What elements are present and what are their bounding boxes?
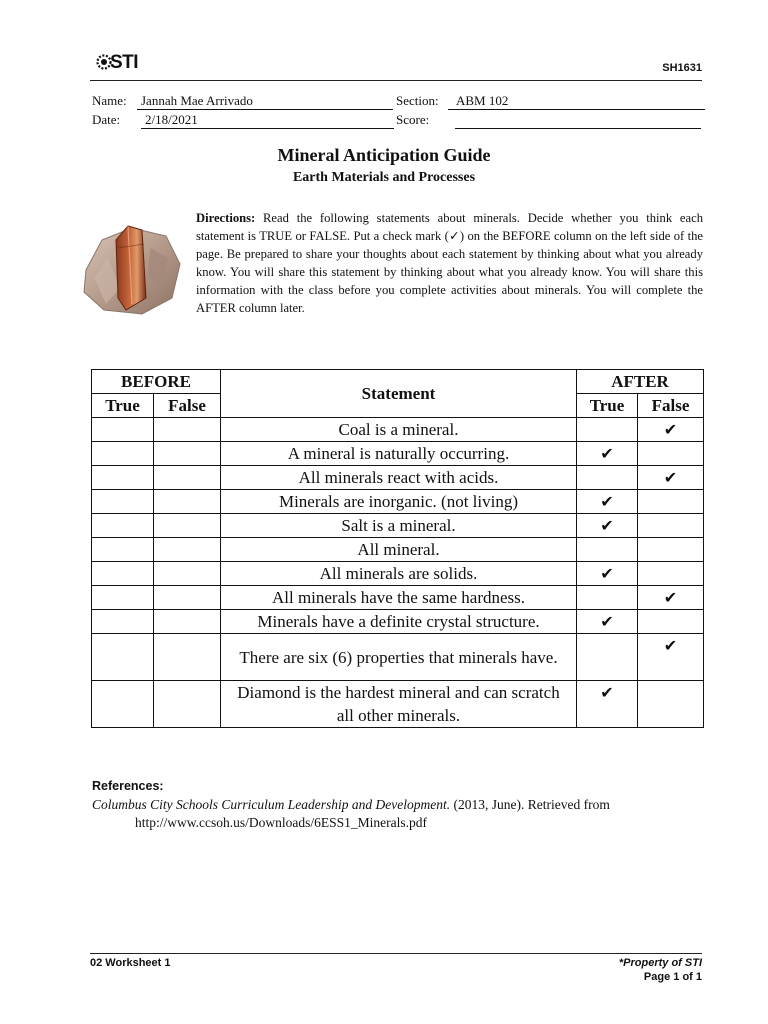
after-true-header: True (577, 394, 638, 418)
after-false-cell[interactable] (638, 681, 704, 728)
logo-text: STI (110, 52, 139, 73)
statement-cell: A mineral is naturally occurring. (221, 442, 577, 466)
section-field[interactable]: ABM 102 (448, 93, 705, 110)
before-false-cell[interactable] (154, 538, 221, 562)
statement-header: Statement (221, 370, 577, 418)
before-true-cell[interactable] (92, 514, 154, 538)
statement-cell: Minerals have a definite crystal structure. (221, 610, 577, 634)
sti-logo (96, 50, 156, 76)
header-divider (90, 80, 702, 81)
statement-cell: Salt is a mineral. (221, 514, 577, 538)
before-false-cell[interactable] (154, 514, 221, 538)
table-row (92, 466, 704, 490)
statement-cell: Minerals are inorganic. (not living) (221, 490, 577, 514)
table-row (92, 442, 704, 466)
statement-cell: There are six (6) properties that minerals have. (221, 634, 577, 681)
before-false-header: False (154, 394, 221, 418)
after-false-cell[interactable] (638, 490, 704, 514)
before-false-cell[interactable] (154, 490, 221, 514)
after-false-cell[interactable] (638, 586, 704, 610)
footer-worksheet-label: 02 Worksheet 1 (90, 957, 171, 969)
table-row (92, 610, 704, 634)
before-false-cell[interactable] (154, 586, 221, 610)
after-true-cell[interactable] (577, 586, 638, 610)
after-false-header: False (638, 394, 704, 418)
before-false-cell[interactable] (154, 466, 221, 490)
before-false-cell[interactable] (154, 418, 221, 442)
before-header: BEFORE (92, 370, 221, 394)
references-heading: References: (92, 779, 164, 793)
after-false-cell[interactable] (638, 418, 704, 442)
after-false-cell[interactable] (638, 610, 704, 634)
after-false-cell[interactable] (638, 442, 704, 466)
date-label: Date: (92, 112, 121, 127)
before-true-cell[interactable] (92, 466, 154, 490)
statement-cell: All minerals react with acids. (221, 466, 577, 490)
after-true-cell[interactable] (577, 490, 638, 514)
table-row (92, 538, 704, 562)
table-row (92, 490, 704, 514)
anticipation-table (91, 369, 704, 728)
statement-cell: Diamond is the hardest mineral and can scratch all other minerals. (221, 681, 577, 728)
table-row (92, 418, 704, 442)
after-true-cell[interactable] (577, 442, 638, 466)
after-true-cell[interactable] (577, 634, 638, 681)
table-row (92, 514, 704, 538)
statement-cell: All mineral. (221, 538, 577, 562)
after-false-cell[interactable] (638, 514, 704, 538)
after-false-cell[interactable] (638, 466, 704, 490)
check-mark-icon: ✔ (600, 515, 614, 535)
before-true-cell[interactable] (92, 562, 154, 586)
before-false-cell[interactable] (154, 634, 221, 681)
before-true-cell[interactable] (92, 442, 154, 466)
check-mark-icon: ✔ (663, 467, 678, 487)
before-true-header: True (92, 394, 154, 418)
statement-cell: All minerals have the same hardness. (221, 586, 577, 610)
after-header: AFTER (577, 370, 704, 394)
before-true-cell[interactable] (92, 418, 154, 442)
before-true-cell[interactable] (92, 634, 154, 681)
references-section (92, 779, 164, 794)
check-mark-icon: ✔ (663, 419, 678, 439)
before-true-cell[interactable] (92, 538, 154, 562)
directions-text: Read the following statements about minerals. Decide whether you think each statement is TRUE or FALSE. Put a check mark (✓) on the BEFORE column on the left side of the page. Be prepared to share your thoughts about each statement by thinking about what you already know. You will share this statement by thinking about what you already know. You will share this information with the class before you complete activities about minerals. You will complete the AFTER column later. (196, 211, 703, 315)
reference-date: (2013, June). Retrieved from (450, 797, 610, 812)
check-mark-icon: ✔ (600, 683, 614, 702)
check-mark-icon: ✔ (663, 587, 678, 607)
table-body (92, 418, 704, 728)
check-mark-icon: ✔ (600, 491, 614, 511)
score-field[interactable] (455, 112, 701, 129)
reference-citation (92, 797, 610, 813)
before-false-cell[interactable] (154, 442, 221, 466)
reference-url[interactable]: http://www.ccsoh.us/Downloads/6ESS1_Minerals.pdf (135, 815, 427, 830)
worksheet-subtitle: Earth Materials and Processes (292, 170, 476, 185)
after-false-cell[interactable] (638, 562, 704, 586)
after-false-cell[interactable] (638, 538, 704, 562)
name-field[interactable]: Jannah Mae Arrivado (137, 93, 393, 110)
table-row (92, 586, 704, 610)
reference-source: Columbus City Schools Curriculum Leadership and Development. (92, 797, 451, 812)
after-true-cell[interactable] (577, 681, 638, 728)
after-false-cell[interactable] (638, 634, 704, 681)
name-label: Name: (92, 93, 127, 108)
document-id: SH1631 (662, 62, 702, 74)
before-false-cell[interactable] (154, 681, 221, 728)
check-mark-icon: ✔ (600, 443, 614, 463)
section-label: Section: (396, 93, 439, 108)
directions-label: Directions: (196, 211, 256, 225)
check-mark-icon: ✔ (663, 636, 678, 655)
before-true-cell[interactable] (92, 586, 154, 610)
check-mark-icon: ✔ (600, 611, 614, 631)
after-true-cell[interactable] (577, 610, 638, 634)
footer-page-number: Page 1 of 1 (643, 971, 702, 983)
check-mark-icon: ✔ (600, 563, 614, 583)
footer-divider (90, 953, 702, 954)
directions-paragraph (196, 209, 703, 317)
table-row (92, 634, 704, 681)
statement-cell: Coal is a mineral. (221, 418, 577, 442)
after-true-cell[interactable] (577, 514, 638, 538)
before-true-cell[interactable] (92, 681, 154, 728)
after-true-cell[interactable] (577, 466, 638, 490)
score-label: Score: (396, 112, 430, 127)
after-true-cell[interactable] (577, 418, 638, 442)
before-true-cell[interactable] (92, 490, 154, 514)
statement-cell: All minerals are solids. (221, 562, 577, 586)
after-true-cell[interactable] (577, 562, 638, 586)
footer-property: *Property of STI (618, 957, 702, 969)
before-false-cell[interactable] (154, 610, 221, 634)
table-row (92, 562, 704, 586)
mineral-crystal-image (80, 218, 182, 318)
before-true-cell[interactable] (92, 610, 154, 634)
after-true-cell[interactable] (577, 538, 638, 562)
table-row (92, 681, 704, 728)
date-field[interactable]: 2/18/2021 (141, 112, 394, 129)
worksheet-title: Mineral Anticipation Guide (277, 145, 491, 165)
before-false-cell[interactable] (154, 562, 221, 586)
